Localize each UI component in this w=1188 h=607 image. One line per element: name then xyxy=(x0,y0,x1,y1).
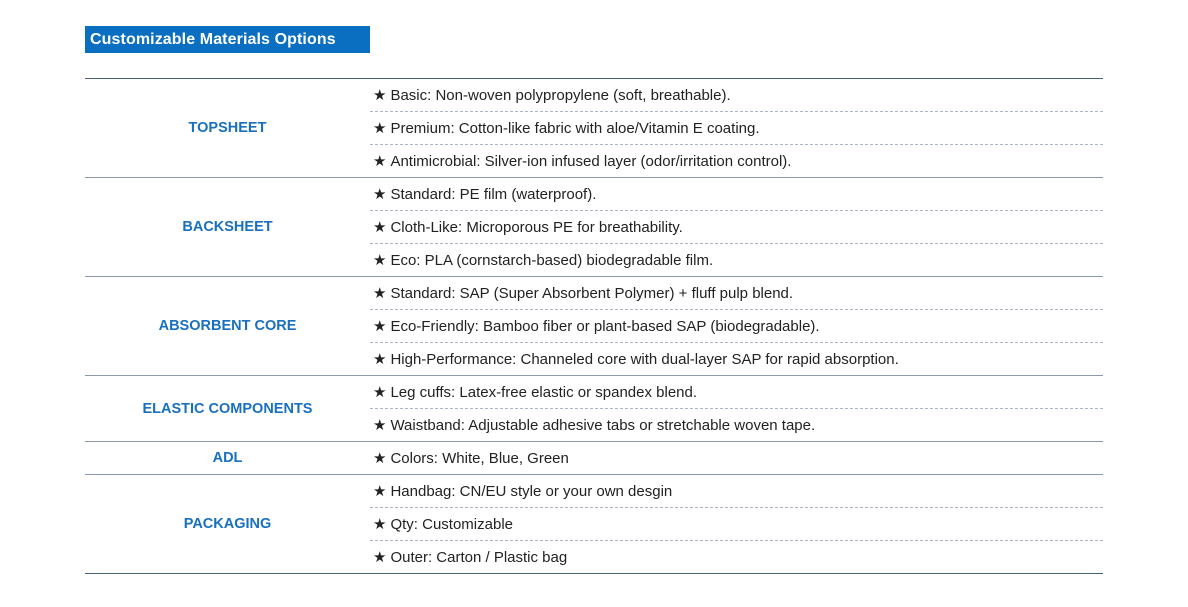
star-icon: ★ xyxy=(373,120,387,137)
star-icon: ★ xyxy=(373,87,387,104)
option-item: ★ Basic: Non-woven polypropylene (soft, breathable). xyxy=(373,87,731,104)
table-row xyxy=(85,277,1103,310)
option-item: ★ Waistband: Adjustable adhesive tabs or stretchable woven tape. xyxy=(370,409,1103,442)
table-row xyxy=(85,442,1103,475)
table-row xyxy=(85,178,1103,211)
materials-options-table xyxy=(85,78,1103,574)
option-item: ★ Eco: PLA (cornstarch-based) biodegradable film. xyxy=(370,244,1103,277)
star-icon: ★ xyxy=(373,252,387,269)
star-icon: ★ xyxy=(373,450,387,467)
table-row xyxy=(85,79,1103,112)
category-label: ADL xyxy=(85,442,370,475)
star-icon: ★ xyxy=(373,153,387,170)
option-item: ★ Qty: Customizable xyxy=(370,508,1103,541)
option-item: ★ Antimicrobial: Silver-ion infused layer (odor/irritation control). xyxy=(370,145,1103,178)
option-item: ★ Premium: Cotton-like fabric with aloe/Vitamin E coating. xyxy=(370,112,1103,145)
star-icon: ★ xyxy=(373,384,387,401)
option-item: ★ Colors: White, Blue, Green xyxy=(370,442,1103,475)
section-title: Customizable Materials Options xyxy=(90,30,336,48)
option-item: ★ Standard: SAP (Super Absorbent Polymer) + fluff pulp blend. xyxy=(370,277,1103,310)
option-item: ★ High-Performance: Channeled core with dual-layer SAP for rapid absorption. xyxy=(370,343,1103,376)
star-icon: ★ xyxy=(373,351,387,368)
section-title-banner xyxy=(85,26,370,53)
option-item: ★ Outer: Carton / Plastic bag xyxy=(370,541,1103,574)
option-item: ★ Handbag: CN/EU style or your own desgin xyxy=(370,475,1103,508)
star-icon: ★ xyxy=(373,219,387,236)
table-row xyxy=(85,376,1103,409)
category-label: PACKAGING xyxy=(85,475,370,574)
category-label: TOPSHEET xyxy=(188,120,267,136)
star-icon: ★ xyxy=(373,417,387,434)
star-icon: ★ xyxy=(373,285,387,302)
star-icon: ★ xyxy=(373,549,387,566)
star-icon: ★ xyxy=(373,186,387,203)
star-icon: ★ xyxy=(373,483,387,500)
option-item: ★ Leg cuffs: Latex-free elastic or spandex blend. xyxy=(370,376,1103,409)
category-label: ELASTIC COMPONENTS xyxy=(85,376,370,442)
category-label: BACKSHEET xyxy=(85,178,370,277)
option-item: ★ Standard: PE film (waterproof). xyxy=(370,178,1103,211)
star-icon: ★ xyxy=(373,318,387,335)
option-item: ★ Cloth-Like: Microporous PE for breathability. xyxy=(370,211,1103,244)
table-row xyxy=(85,475,1103,508)
option-item: ★ Eco-Friendly: Bamboo fiber or plant-based SAP (biodegradable). xyxy=(370,310,1103,343)
star-icon: ★ xyxy=(373,516,387,533)
category-label: ABSORBENT CORE xyxy=(85,277,370,376)
